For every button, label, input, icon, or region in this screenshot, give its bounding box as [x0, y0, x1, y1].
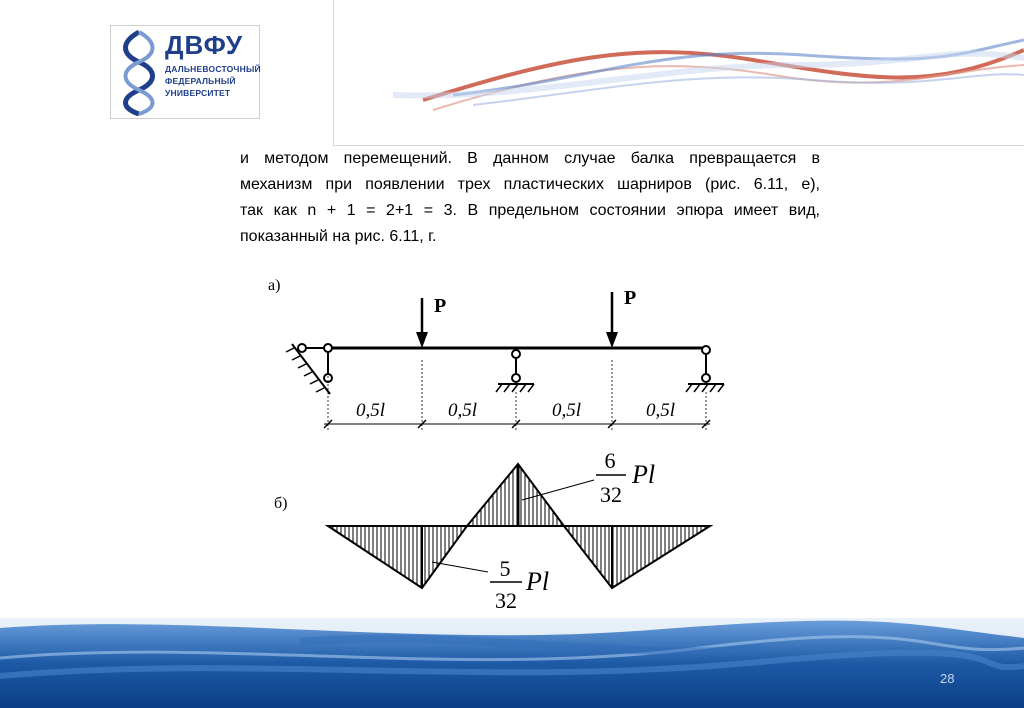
page-number: 28 — [940, 671, 955, 686]
middle-roller-support — [496, 348, 534, 392]
annotation-bottom-numerator: 5 — [499, 556, 511, 581]
span-label-1: 0,5l — [356, 400, 386, 421]
load-label-2: P — [624, 287, 637, 309]
header-wave-decoration — [333, 0, 1024, 145]
logo-subtitle-line-1: ДАЛЬНЕВОСТОЧНЫЙ — [165, 64, 261, 74]
logo-subtitle-line-3: УНИВЕРСИТЕТ — [165, 88, 231, 98]
body-text-line: механизм при появлении трех пластических шарниров (рис. 6.11, е), — [240, 176, 820, 193]
university-logo — [110, 25, 260, 119]
panel-b-label: б) — [274, 495, 288, 512]
span-label-4: 0,5l — [646, 400, 676, 421]
annotation-bottom-suffix: Pl — [526, 567, 550, 596]
load-label-1: P — [434, 295, 447, 317]
load-arrow-1 — [416, 298, 428, 348]
beam-figure — [260, 268, 740, 618]
body-text-line: и методом перемещений. В данном случае балка превращается в — [240, 150, 820, 167]
annotation-top-numerator: 6 — [604, 448, 616, 473]
annotation-top-suffix: Pl — [632, 460, 656, 489]
panel-a-label: а) — [268, 277, 281, 294]
logo-subtitle-line-2: ФЕДЕРАЛЬНЫЙ — [165, 76, 236, 86]
span-label-3: 0,5l — [552, 400, 582, 421]
body-text-line: показанный на рис. 6.11, г. — [240, 228, 437, 245]
moment-annotation-top — [596, 448, 655, 507]
body-paragraph — [240, 146, 820, 250]
moment-annotation-bottom — [490, 556, 549, 613]
body-text-line: так как n + 1 = 2+1 = 3. В предельном состоянии эпюра имеет вид, — [240, 202, 820, 219]
left-wall-support — [286, 344, 332, 394]
annotation-bottom-denominator: 32 — [495, 588, 517, 613]
logo-title: ДВФУ — [165, 30, 244, 60]
logo-emblem-icon — [115, 28, 163, 116]
span-label-2: 0,5l — [448, 400, 478, 421]
right-roller-support — [686, 346, 724, 392]
load-arrow-2 — [606, 292, 618, 348]
annotation-top-denominator: 32 — [600, 482, 622, 507]
footer-band — [0, 618, 1024, 708]
